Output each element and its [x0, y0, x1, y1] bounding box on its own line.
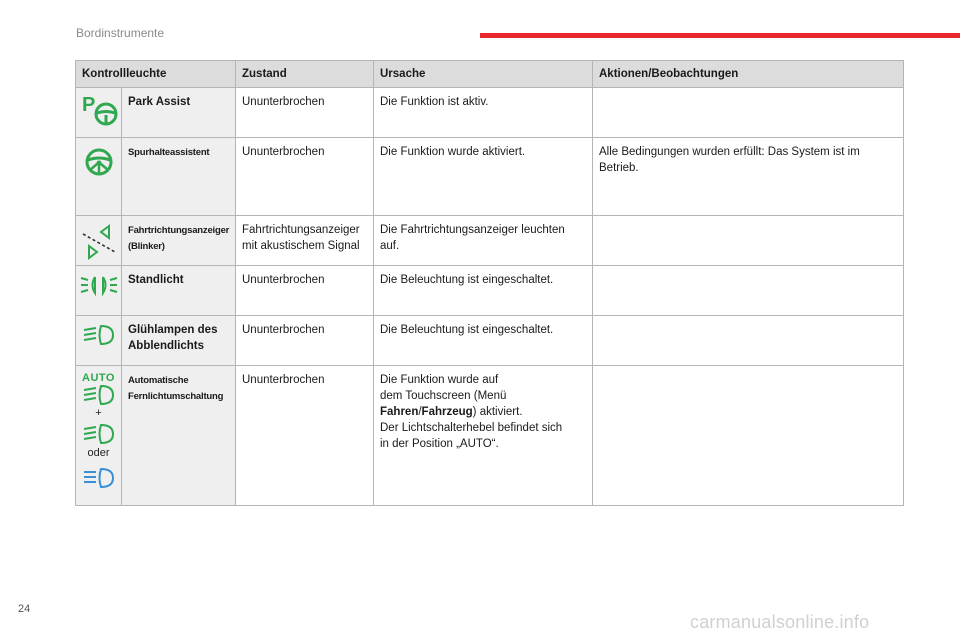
cause-text: / [418, 406, 422, 418]
indicator-actions [593, 88, 904, 138]
indicator-name-text: Fahrtrichtungsanzeiger (Blinker) [128, 225, 230, 252]
or-label: oder [87, 447, 110, 459]
indicator-name-text: Spurhalteassistent [128, 147, 210, 158]
indicator-name-text: Automatische Fernlichtumschaltung [128, 375, 224, 402]
column-header-cause: Ursache [374, 61, 593, 88]
svg-text:P: P [81, 94, 95, 116]
indicator-cause: Die Beleuchtung ist eingeschaltet. [374, 266, 593, 316]
cause-text: Der Lichtschalterhebel befindet sich [380, 422, 563, 434]
indicator-actions [593, 266, 904, 316]
indicator-cause: Die Funktion wurde aktiviert. [374, 138, 593, 216]
indicator-name [122, 366, 236, 506]
dipped-beam-icon [79, 322, 119, 348]
indicator-cause: Die Beleuchtung ist eingeschaltet. [374, 316, 593, 366]
indicator-actions [593, 366, 904, 506]
auto-label: AUTO [82, 372, 115, 384]
indicator-actions [593, 316, 904, 366]
steering-wheel-icon [79, 144, 119, 178]
cause-text: Die Funktion wurde auf [380, 374, 499, 386]
column-header-indicator: Kontrollleuchte [76, 61, 236, 88]
indicator-icon-cell [76, 316, 122, 366]
indicator-cause: Die Fahrtrichtungsanzeiger leuchten auf. [374, 216, 593, 266]
indicator-state: Ununterbrochen [236, 316, 374, 366]
dipped-beam-icon [79, 384, 119, 406]
dipped-beam-icon [79, 422, 119, 446]
header-accent-bar [480, 33, 960, 38]
indicator-state: Ununterbrochen [236, 138, 374, 216]
park-assist-icon [79, 94, 119, 128]
indicator-icon-cell [76, 366, 122, 506]
indicator-name: Glühlampen des Abblendlichts [122, 316, 236, 366]
indicator-name: Standlicht [122, 266, 236, 316]
menu-name: Fahrzeug [421, 406, 473, 418]
table-row [76, 138, 904, 216]
plus-sign: + [95, 407, 102, 419]
turn-signal-icon [79, 222, 119, 262]
table-row [76, 216, 904, 266]
column-header-actions: Aktionen/Beobachtungen [593, 61, 904, 88]
indicator-icon-cell [76, 88, 122, 138]
column-header-state: Zustand [236, 61, 374, 88]
indicator-state: Ununterbrochen [236, 266, 374, 316]
indicator-state: Ununterbrochen [236, 366, 374, 506]
page-header-title: Bordinstrumente [76, 26, 165, 40]
cause-text: ) aktiviert. [472, 406, 523, 418]
indicator-actions [593, 216, 904, 266]
indicator-icon-cell [76, 216, 122, 266]
indicator-state: Fahrtrichtungsanzeiger mit akustischem Signal [236, 216, 374, 266]
indicator-cause [374, 366, 593, 506]
high-beam-icon [79, 466, 119, 490]
page-number: 24 [18, 603, 31, 615]
table-row [76, 366, 904, 506]
indicator-icon-cell [76, 266, 122, 316]
table-header-row [76, 61, 904, 88]
side-lights-icon [79, 272, 119, 298]
table-row [76, 88, 904, 138]
watermark: carmanualsonline.info [690, 612, 870, 632]
table-row [76, 316, 904, 366]
indicator-icon-cell [76, 138, 122, 216]
indicator-name [122, 138, 236, 216]
cause-text: dem Touchscreen (Menü [380, 390, 507, 402]
indicator-state: Ununterbrochen [236, 88, 374, 138]
table-row [76, 266, 904, 316]
indicator-cause: Die Funktion ist aktiv. [374, 88, 593, 138]
cause-text: in der Position „AUTO“. [380, 438, 499, 450]
menu-name: Fahren [380, 406, 419, 418]
indicator-name: Park Assist [122, 88, 236, 138]
indicator-lights-table [75, 60, 904, 506]
indicator-actions: Alle Bedingungen wurden erfüllt: Das System ist im Betrieb. [593, 138, 904, 216]
indicator-name [122, 216, 236, 266]
